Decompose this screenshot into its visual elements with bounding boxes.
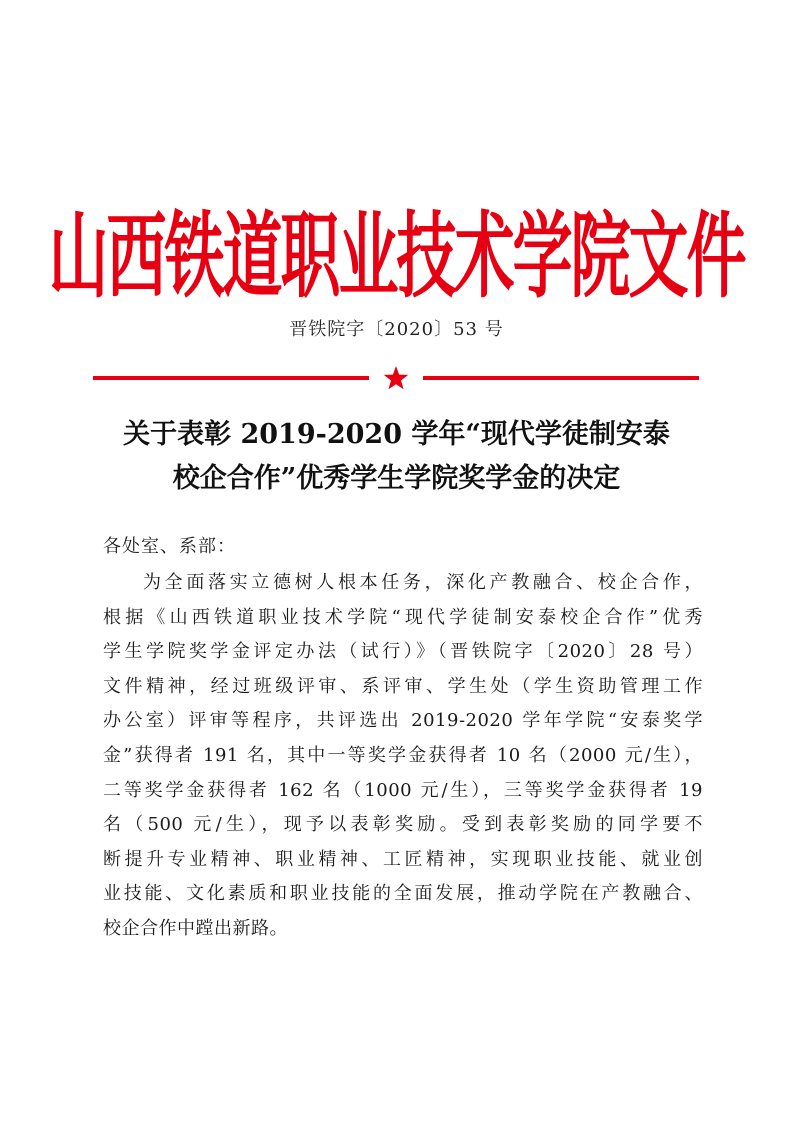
body-line: 金”获得者 191 名，其中一等奖学金获得者 10 名（2000 元/生），: [103, 744, 703, 766]
body-line: 断提升专业精神、职业精神、工匠精神，实现职业技能、就业创: [103, 848, 703, 870]
divider-rule-right: [423, 376, 699, 380]
star-icon: [383, 365, 409, 391]
title-line-1: 关于表彰 2019-2020 学年“现代学徒制安泰: [123, 419, 670, 450]
body-line: 根据《山西铁道职业技术学院“现代学徒制安泰校企合作”优秀: [103, 606, 703, 628]
document-number: 晋铁院字〔2020〕53 号: [289, 319, 504, 340]
body-line: 校企合作中蹚出新路。: [103, 917, 288, 939]
body-paragraph: [103, 566, 703, 947]
body-line: 名（500 元/生），现予以表彰奖励。受到表彰奖励的同学要不: [103, 814, 703, 836]
body-line: 为全面落实立德树人根本任务，深化产教融合、校企合作，: [143, 572, 703, 593]
body-line: 文件精神，经过班级评审、系评审、学生处（学生资助管理工作: [103, 675, 703, 697]
body-line: 二等奖学金获得者 162 名（1000 元/生），三等奖学金获得者 19: [103, 779, 703, 801]
red-divider: [93, 365, 699, 391]
title-line-2: 校企合作”优秀学生学院奖学金的决定: [172, 463, 621, 494]
salutation: 各处室、系部：: [103, 536, 236, 557]
divider-rule-left: [93, 376, 369, 380]
body-line: 办公室）评审等程序，共评选出 2019-2020 学年学院“安泰奖学: [103, 710, 703, 732]
document-title: [60, 413, 733, 501]
body-line: 学生学院奖学金评定办法（试行）》（晋铁院字〔2020〕28 号）: [103, 641, 703, 663]
masthead-title: 山西铁道职业技术学院文件: [48, 203, 745, 312]
body-line: 业技能、文化素质和职业技能的全面发展，推动学院在产教融合、: [103, 883, 703, 905]
